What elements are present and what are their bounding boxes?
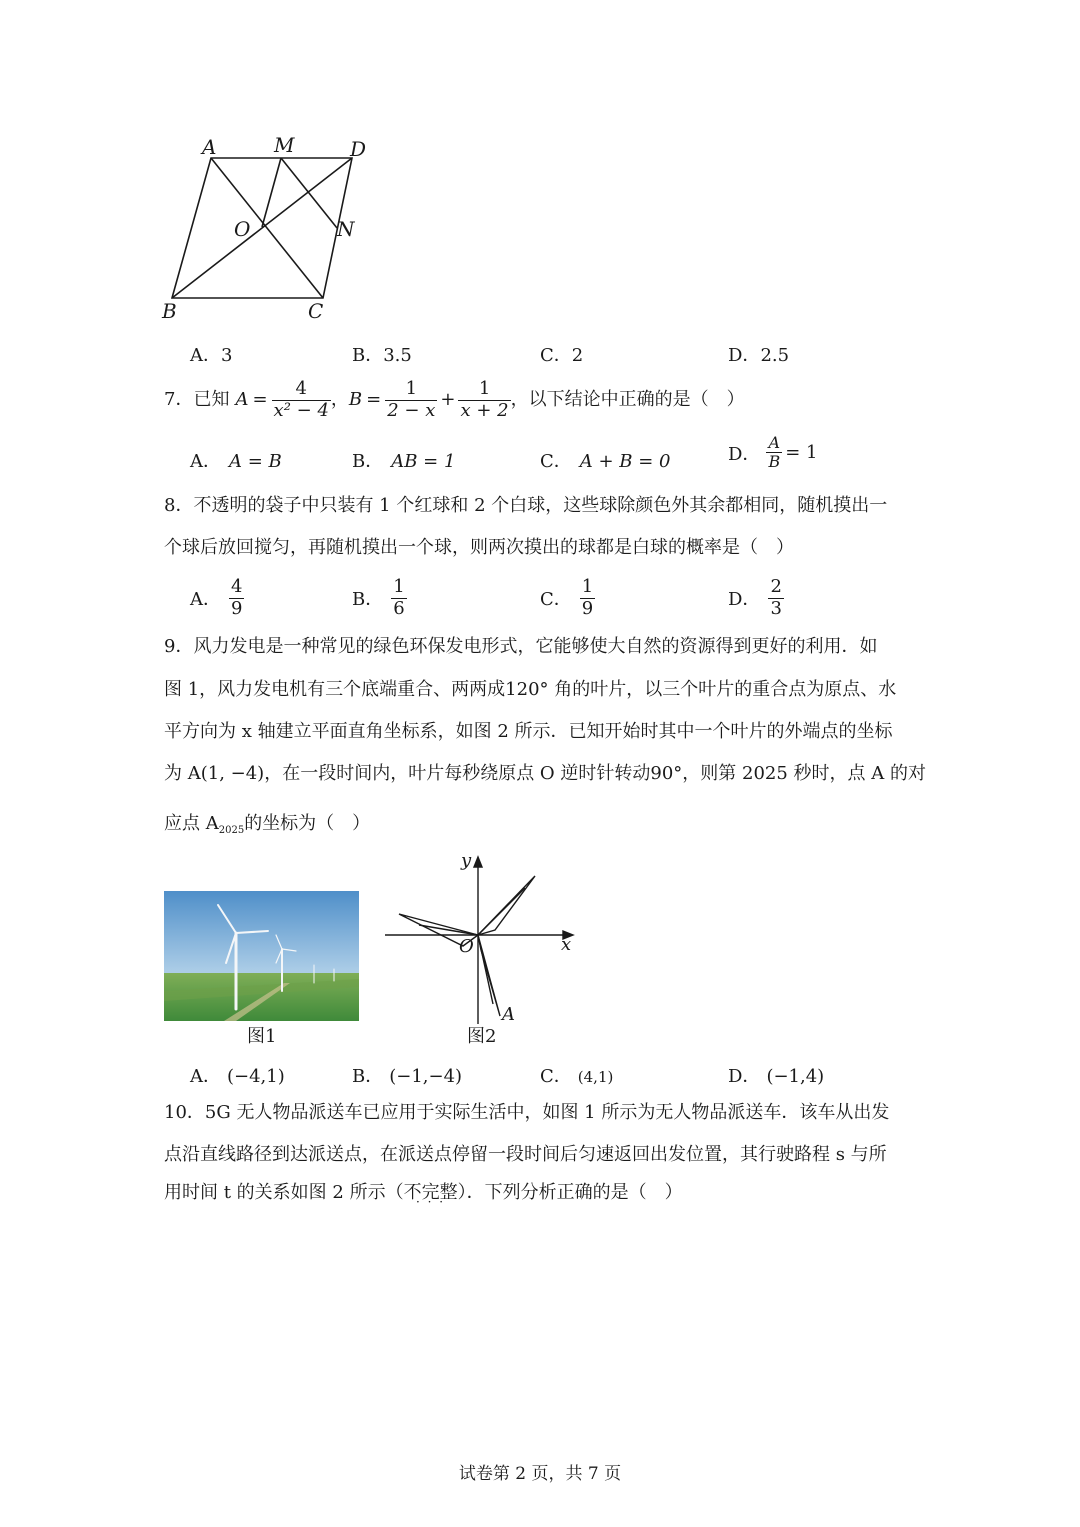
question-8-line-1: 8．不透明的袋子中只装有 1 个红球和 2 个白球，这些球除颜色外其余都相同，随机摸出一 [164,495,888,516]
fraction-b1: $\frac{1}{2 - x}$ [387,377,436,421]
q7-option-d: D． $\frac{A}{B}$ = 1 [728,433,818,472]
fraction-a: $\frac{4}{\text{x² − 4}}$ [273,377,329,421]
question-10-line-1: 10．5G 无人物品派送车已应用于实际生活中，如图 1 所示为无人物品派送车．该车从出发 [164,1102,890,1123]
label-a: A [202,135,217,159]
wind-turbine-photo [164,891,359,1021]
question-9-line-5: 应点 $A_{2025}$的坐标为（ ） [164,813,371,836]
question-9-line-3: 平方向为 x 轴建立平面直角坐标系，如图 2 所示．已知开始时其中一个叶片的外端点的坐标 [164,721,893,742]
blade-coordinate-figure [385,852,585,1024]
q7-option-b: B． AB = 1 [352,451,456,472]
q6-option-a: A．3 [190,345,233,366]
parallelogram-figure [150,128,390,328]
q7-option-c: C． A + B = 0 [540,451,671,472]
label-n: N [337,217,355,241]
figure-2-caption: 图2 [467,1026,497,1047]
question-10-line-3: 用时间 t 的关系如图 2 所示（不完整 · · ·）．下列分析正确的是（ ） [164,1184,683,1202]
question-9-line-2: 图 1，风力发电机有三个底端重合、两两成120° 角的叶片，以三个叶片的重合点为原点、水 [164,679,897,700]
question-8-line-2: 个球后放回搅匀，再随机摸出一个球，则两次摸出的球都是白球的概率是（ ） [164,537,794,558]
emphasis-not-complete: 不完整 · · · [404,1182,458,1203]
q6-option-b: B．3.5 [352,345,412,366]
axis-x-label: x [561,934,572,955]
fraction-b2: $\frac{1}{x + 2}$ [460,377,509,421]
q8-option-d: D． $\frac{2}{3}$ [728,575,782,619]
q8-options [0,574,1080,622]
q9-option-d: D． (−1,4) [728,1066,825,1087]
label-b: B [162,299,177,323]
q6-option-d: D．2.5 [728,345,790,366]
q7-option-a: A． A = B [190,451,282,472]
question-9-line-1: 9．风力发电是一种常见的绿色环保发电形式，它能够使大自然的资源得到更好的利用．如 [164,636,878,657]
q9-options [0,1062,1080,1086]
axis-y-label: y [461,852,472,871]
q9-option-b: B． (−1,−4) [352,1066,463,1087]
q6-options [0,341,1080,365]
label-c: C [308,299,324,323]
point-a-label: A [502,1004,515,1024]
question-10-line-2: 点沿直线路径到达派送点，在派送点停留一段时间后匀速返回出发位置，其行驶路程 s 与所 [164,1144,887,1165]
label-d: D [350,137,367,161]
origin-label: O [459,936,474,957]
q8-option-c: C． $\frac{1}{9}$ [540,575,594,619]
q9-option-c: C． (4,1) [540,1066,614,1087]
q8-option-a: A． $\frac{4}{9}$ [190,575,243,619]
question-7: 7． 已知 A = $\frac{4}{\text{x² − 4}}$ ， B = $\frac{1}{2 - x}$ + $\frac{1}{x + 2}$ ，以下结论中正确的是（ ） [164,377,745,421]
q8-option-b: B． $\frac{1}{6}$ [352,575,405,619]
q7-options [0,434,1080,480]
q9-option-a: A． (−4,1) [190,1066,285,1087]
label-m: M [274,133,295,157]
q6-option-c: C．2 [540,345,584,366]
page-footer: 试卷第 2 页，共 7 页 [458,1464,622,1484]
label-o: O [234,217,251,241]
figure-1-caption: 图1 [247,1026,277,1047]
question-9-line-4: 为 A(1, −4)，在一段时间内，叶片每秒绕原点 O 逆时针转动90°，则第 2025 秒时，点 A 的对 [164,763,926,784]
